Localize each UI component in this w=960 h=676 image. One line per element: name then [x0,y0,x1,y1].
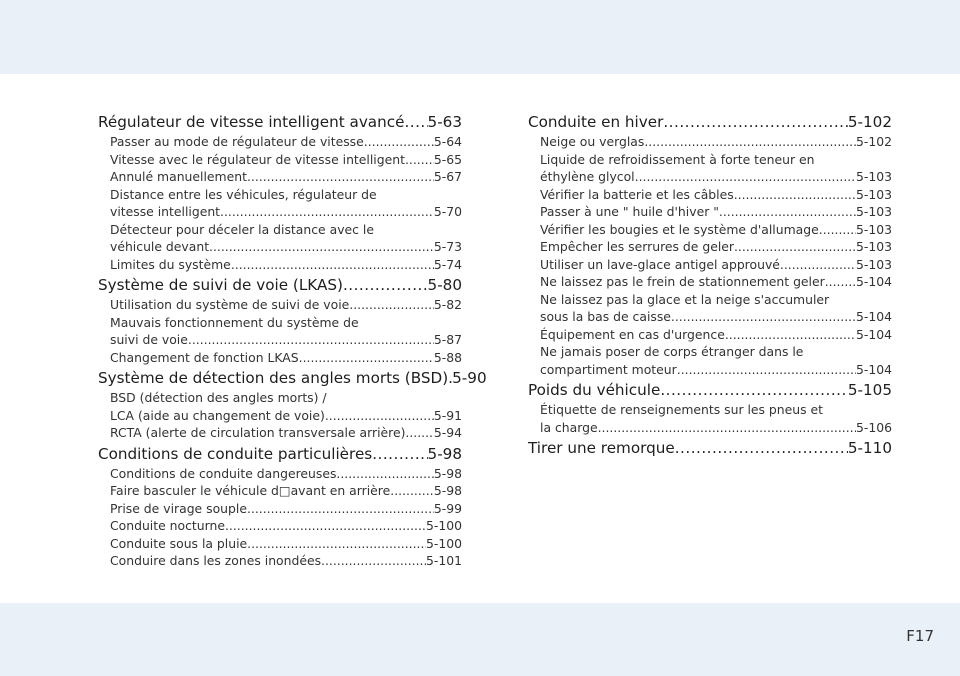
header-band [0,0,960,74]
dot-leader [598,419,856,437]
toc-page-ref: 5-104 [855,361,892,377]
toc-entry-label: Utilisation du système de suivi de voie [110,297,350,312]
toc-page-ref: 5-99 [433,500,462,516]
dot-leader [635,168,856,186]
toc-entry[interactable] [528,308,892,326]
toc-entry-label: la charge [540,419,598,435]
toc-entry[interactable] [98,331,462,349]
toc-entry-label: éthylène glycol [540,169,635,184]
toc-entry[interactable] [98,465,462,483]
toc-entry-label: Annulé manuellement [110,169,247,184]
toc-entry-label: sous la bas de caisse [540,309,671,324]
toc-page-ref: 5-102 [855,134,892,149]
toc-entry-continued[interactable] [528,343,892,361]
toc-section-title: Conduite en hiver [528,113,664,131]
dot-leader [349,296,434,314]
toc-page-ref: 5-103 [855,169,892,184]
toc-entry-label: Liquide de refroidissement à forte teneur en [540,151,815,167]
toc-page-ref: 5-103 [855,256,892,272]
toc-page-ref: 5-101 [425,553,462,568]
toc-page-ref: 5-91 [433,407,462,423]
toc-entry-label: vitesse intelligent [110,204,221,219]
toc-page-ref: 5-70 [433,204,462,219]
toc-entry[interactable] [98,168,462,186]
toc-entry-label: suivi de voie [110,332,188,347]
dot-leader [677,361,856,379]
dot-leader [725,326,856,344]
toc-entry-label: Prise de virage souple [110,500,247,516]
toc-entry[interactable] [98,349,462,367]
dot-leader [825,273,856,291]
dot-leader [321,552,426,570]
toc-page-ref: 5-103 [855,186,892,202]
toc-entry-label: Passer à une " huile d'hiver " [540,204,719,219]
toc-section-title: Tirer une remorque [528,439,675,457]
toc-section[interactable] [98,113,462,131]
toc-section[interactable] [528,381,892,399]
toc-page-ref: 5-73 [433,239,462,254]
toc-entry-label: Ne laissez pas la glace et la neige s'accumuler [540,291,830,307]
toc-entry-label: Vérifier la batterie et les câbles [540,186,734,202]
toc-entry-continued[interactable] [528,291,892,309]
toc-entry-continued[interactable] [98,186,462,204]
toc-entry[interactable] [528,133,892,151]
toc-right-column [528,110,892,459]
dot-leader [405,424,433,442]
toc-entry-label: Détecteur pour déceler la distance avec le [110,221,374,237]
toc-entry-continued[interactable] [528,401,892,419]
toc-page-ref: 5-87 [433,332,462,347]
toc-page-ref: 5-105 [847,381,892,399]
toc-entry[interactable] [528,361,892,379]
toc-section[interactable] [98,445,462,463]
dot-leader [675,439,848,457]
toc-entry-continued[interactable] [98,389,462,407]
toc-page-ref: 5-65 [433,151,462,167]
toc-page-ref: 5-106 [855,419,892,435]
toc-entry-label: Conduite sous la pluie [110,535,248,551]
toc-entry[interactable] [528,419,892,437]
toc-page-ref: 5-82 [433,297,462,312]
toc-page-ref: 5-63 [427,113,462,131]
dot-leader [660,381,848,399]
toc-page-ref: 5-104 [855,309,892,324]
toc-entry-label: Ne laissez pas le frein de stationnement geler [540,274,825,289]
toc-page-ref: 5-67 [433,169,462,184]
toc-entry[interactable] [528,256,892,274]
toc-entry-label: compartiment moteur [540,361,677,377]
dot-leader [247,500,434,518]
toc-entry[interactable] [528,203,892,221]
toc-page-ref: 5-74 [433,256,462,272]
dot-leader [247,168,434,186]
dot-leader [220,203,434,221]
toc-page-ref: 5-110 [847,439,892,457]
toc-page-ref: 5-88 [433,349,462,365]
toc-page-ref: 5-98 [433,483,462,498]
dot-leader [404,113,427,131]
toc-entry[interactable] [98,407,462,425]
toc-entry-label: Équipement en cas d'urgence [540,326,725,342]
toc-section[interactable] [528,439,892,457]
toc-entry[interactable] [98,238,462,256]
toc-entry[interactable] [98,424,462,442]
toc-entry-label: Vitesse avec le régulateur de vitesse intelligent [110,151,405,167]
toc-entry[interactable] [98,203,462,221]
dot-leader [663,113,848,131]
dot-leader [364,133,434,151]
toc-entry-label: Conduire dans les zones inondées [110,553,322,568]
toc-entry-continued[interactable] [528,151,892,169]
toc-page-ref: 5-100 [425,535,462,551]
toc-page-ref: 5-80 [427,276,462,294]
toc-entry-label: Mauvais fonctionnement du système de [110,314,359,330]
toc-section-title: Système de détection des angles morts (BSD) [98,369,449,387]
toc-entry[interactable] [98,133,462,151]
toc-page-ref: 5-64 [433,134,462,149]
toc-page-ref: 5-103 [855,221,892,237]
toc-page-ref: 5-103 [855,239,892,254]
footer-band [0,603,960,676]
toc-entry-label: Conditions de conduite dangereuses [110,465,337,481]
toc-entry[interactable] [98,256,462,274]
dot-leader [336,465,433,483]
toc-entry-continued[interactable] [98,314,462,332]
toc-entry[interactable] [528,168,892,186]
toc-entry[interactable] [528,221,892,239]
toc-section-title: Régulateur de vitesse intelligent avancé [98,113,405,131]
dot-leader [325,407,434,425]
toc-entry-label: Étiquette de renseignements sur les pneus et [540,402,824,417]
dot-leader [247,535,426,553]
toc-entry[interactable] [528,186,892,204]
toc-entry[interactable] [98,296,462,314]
toc-page-ref: 5-100 [425,518,462,533]
toc-entry-label: Vérifier les bougies et le système d'allumage [540,221,819,237]
toc-section[interactable] [528,113,892,131]
toc-section[interactable] [98,369,487,387]
toc-entry-label: véhicule devant [110,239,210,254]
toc-entry[interactable] [98,535,462,553]
toc-section-title: Système de suivi de voie (LKAS) [98,276,343,294]
toc-page-ref: 5-94 [433,425,462,440]
dot-leader [405,151,434,169]
toc-page-ref: 5-103 [855,204,892,219]
toc-entry-label: Distance entre les véhicules, régulateur de [110,186,377,202]
toc-section-title: Poids du véhicule [528,381,661,399]
toc-entry-label: Limites du système [110,256,231,272]
dot-leader [734,238,856,256]
toc-entry[interactable] [98,482,462,500]
toc-entry-label: Changement de fonction LKAS [110,349,299,365]
page-number: F17 [906,627,934,645]
toc-page-ref: 5-98 [433,465,462,481]
toc-section[interactable] [98,276,462,294]
dot-leader [231,256,434,274]
toc-entry[interactable] [528,326,892,344]
toc-entry[interactable] [98,517,462,535]
toc-page-ref: 5-104 [855,326,892,342]
dot-leader [209,238,434,256]
dot-leader [225,517,426,535]
toc-entry-label: Passer au mode de régulateur de vitesse [110,134,364,149]
toc-left-column [98,110,487,570]
toc-entry-label: BSD (détection des angles morts) / [110,390,327,405]
toc-entry-label: Conduite nocturne [110,518,225,533]
dot-leader [734,186,856,204]
toc-entry-continued[interactable] [98,221,462,239]
toc-entry[interactable] [98,552,462,570]
toc-page-ref: 5-102 [847,113,892,131]
toc-entry-label: Neige ou verglas [540,134,645,149]
toc-entry[interactable] [528,238,892,256]
toc-entry-label: Utiliser un lave-glace antigel approuvé [540,256,780,272]
dot-leader [780,256,856,274]
toc-page-ref: 5-98 [427,444,462,463]
toc-entry-label: Faire basculer le véhicule d□avant en arrière [110,483,391,498]
toc-entry-label: LCA (aide au changement de voie) [110,407,325,423]
dot-leader [188,331,434,349]
dot-leader [299,349,434,367]
dot-leader [819,221,856,239]
toc-page-ref: 5-90 [452,369,487,387]
toc-entry[interactable] [98,500,462,518]
toc-page-ref: 5-104 [855,274,892,289]
toc-entry-label: RCTA (alerte de circulation transversale arrière) [110,425,406,440]
dot-leader [719,203,856,221]
toc-entry-label: Ne jamais poser de corps étranger dans le [540,344,804,359]
toc-entry-label: Empêcher les serrures de geler [540,239,734,254]
dot-leader [644,133,856,151]
dot-leader [390,482,434,500]
toc-entry[interactable] [528,273,892,291]
toc-section-title: Conditions de conduite particulières [98,444,373,463]
dot-leader [671,308,856,326]
dot-leader [372,445,427,463]
dot-leader [343,276,428,294]
toc-entry[interactable] [98,151,462,169]
